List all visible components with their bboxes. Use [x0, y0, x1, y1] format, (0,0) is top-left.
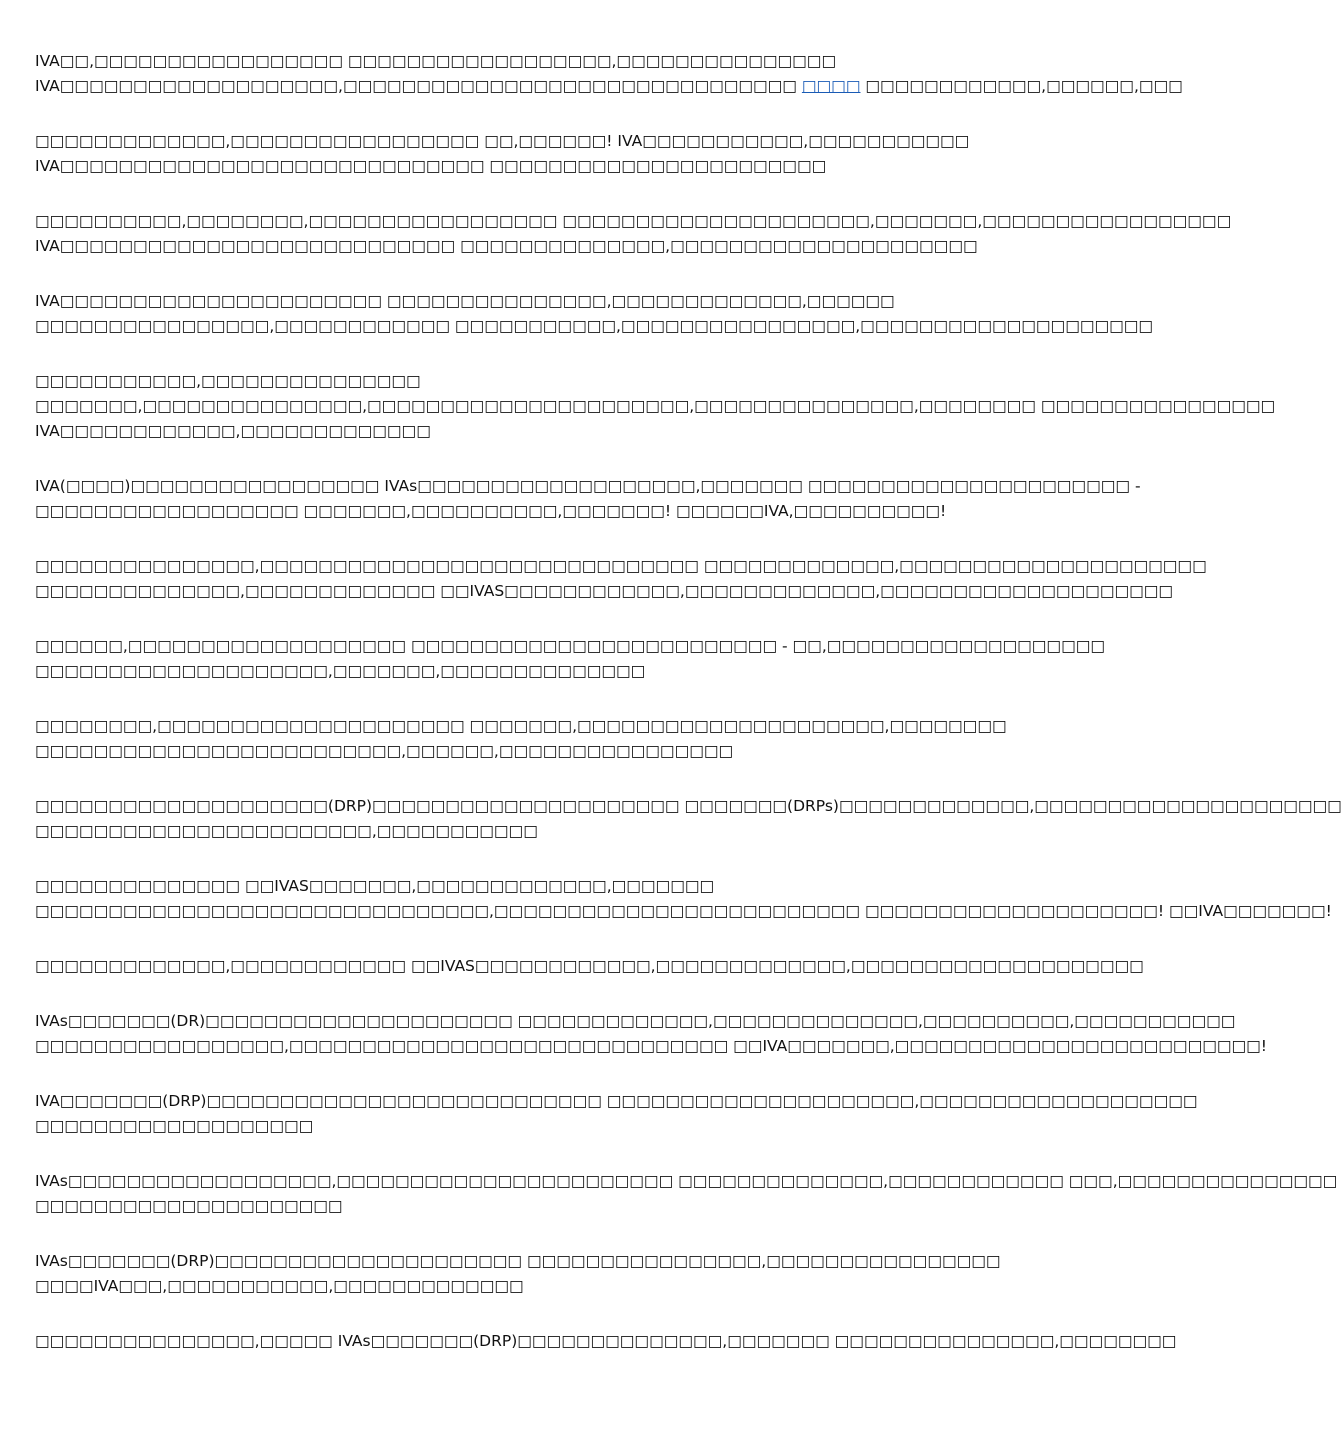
paragraph [35, 1169, 1338, 1219]
paragraph [35, 129, 1000, 179]
line-text: □□□□IVA□□□,□□□□□□□□□□□,□□□□□□□□□□□□□ [35, 1277, 524, 1295]
line-text: □□□□□□□□□□□□□□□□□□□□□ [35, 1197, 343, 1215]
paragraph [35, 289, 1154, 339]
line-text: □□□□□□□□□□□□□□□,□□□□□ IVAs□□□□□□□(DRP)□□□□□□□□□□□□□□,□□□□□□□ □□□□□□□□□□□□□□□,□□□□□□□□ [35, 1332, 1177, 1350]
line-text: □□□□□□□□□□□□□□□□□□□□(DRP)□□□□□□□□□□□□□□□□□□□□□ □□□□□□□(DRPs)□□□□□□□□□□□□□,□□□□□□□□□□□□□□□□□□□□□ [35, 797, 1342, 815]
line-text: IVA□□□□□□□□□□□□□□□□□□□□□□□□□□□□□ □□□□□□□□□□□□□□□□□□□□□□□ [35, 157, 827, 175]
text-line [35, 819, 1000, 844]
text-line [35, 794, 1342, 819]
line-text: □□□□□□□□□□□□□,□□□□□□□□□□□□ □□IVAS□□□□□□□□□□□□,□□□□□□□□□□□□□,□□□□□□□□□□□□□□□□□□□□ [35, 957, 1144, 975]
paragraph [35, 1009, 1268, 1059]
text-line [35, 899, 1332, 924]
line-text: IVA□□□□□□□□□□□□□□□□□□□□□□ □□□□□□□□□□□□□□□,□□□□□□□□□□□□□,□□□□□□ [35, 292, 895, 310]
line-text: □□□□□□□□□□□□□,□□□□□□□□□□□□□□□□□ □□,□□□□□□! IVA□□□□□□□□□□□,□□□□□□□□□□□ [35, 132, 970, 150]
line-text: □□□□□□□□□□□□□□□□□□□□□□□□□□□□□□□,□□□□□□□□□□□□□□□□□□□□□□□□□ □□□□□□□□□□□□□□□□□□□□! □□IVA□□□□□□□! [35, 902, 1332, 920]
text-line [35, 714, 1007, 739]
line-text: □□□□□□□□□□□□□□□□□□□□□□□,□□□□□□□□□□□ [35, 822, 538, 840]
text-line [35, 154, 1000, 179]
paragraph [35, 714, 1007, 764]
text-line [35, 1249, 1000, 1274]
line-text: IVAs□□□□□□□(DR)□□□□□□□□□□□□□□□□□□□□□ □□□□□□□□□□□□□,□□□□□□□□□□□□□□,□□□□□□□□□□,□□□□□□□□□□□ [35, 1012, 1236, 1030]
text-line [35, 579, 1174, 604]
line-text: □□□□□□□□□□□□□□□□□,□□□□□□□□□□□□□□□□□□□□□□□□□□□□□□ □□IVA□□□□□□□,□□□□□□□□□□□□□□□□□□□□□□□□□! [35, 1037, 1268, 1055]
text-line [35, 1169, 1338, 1194]
line-text: □□□□□□,□□□□□□□□□□□□□□□□□□□ □□□□□□□□□□□□□□□□□□□□□□□□□ - □□,□□□□□□□□□□□□□□□□□□□ [35, 637, 1106, 655]
text-line [35, 874, 1000, 899]
line-text: IVA□□□□□□□(DRP)□□□□□□□□□□□□□□□□□□□□□□□□□□□ □□□□□□□□□□□□□□□□□□□□□,□□□□□□□□□□□□□□□□□□□ [35, 1092, 1198, 1110]
text-line [35, 1009, 1236, 1034]
text-line [35, 289, 1000, 314]
document-body [35, 49, 1342, 1384]
text-line [35, 419, 1000, 444]
line-text: IVA□□□□□□□□□□□□,□□□□□□□□□□□□□ [35, 422, 431, 440]
text-line [35, 129, 1000, 154]
paragraph [35, 954, 1144, 979]
text-line [35, 659, 1000, 684]
line-text: □□□□□□□□□□□□□□□□□□ □□□□□□□,□□□□□□□□□□,□□□□□□□! □□□□□□IVA,□□□□□□□□□□! [35, 502, 947, 520]
paragraph [35, 474, 1141, 524]
text-line [35, 474, 1141, 499]
line-text: IVAs□□□□□□□(DRP)□□□□□□□□□□□□□□□□□□□□□ □□□□□□□□□□□□□□□□,□□□□□□□□□□□□□□□□ [35, 1252, 1001, 1270]
line-text: IVA(□□□□)□□□□□□□□□□□□□□□□□ IVAs□□□□□□□□□□□□□□□□□□□,□□□□□□□ □□□□□□□□□□□□□□□□□□□□□□ - [35, 477, 1141, 495]
text-line [35, 1329, 1177, 1354]
line-text: IVA□□□□□□□□□□□□□□□□□□□□□□□□□□□ □□□□□□□□□□□□□□,□□□□□□□□□□□□□□□□□□□□□ [35, 237, 978, 255]
line-text-after-link: □□□□□□□□□□□□,□□□□□□,□□□ [860, 77, 1183, 95]
line-text: □□□□□□□□□□□□□□□□□□□□□□□□□,□□□□□□,□□□□□□□□□□□□□□□□ [35, 742, 734, 760]
line-text: □□□□□□□□□□□□□□□□,□□□□□□□□□□□□ □□□□□□□□□□□,□□□□□□□□□□□□□□□□,□□□□□□□□□□□□□□□□□□□□ [35, 317, 1154, 335]
text-line [35, 1114, 1000, 1139]
paragraph [35, 369, 1276, 444]
line-text: IVA□□□□□□□□□□□□□□□□□□□,□□□□□□□□□□□□□□□□□□□□□□□□□□□□□□□ [35, 77, 802, 95]
paragraph [35, 209, 1232, 259]
paragraph [35, 874, 1332, 924]
inline-link[interactable]: □□□□ [801, 77, 861, 95]
line-text: □□□□□□□□□□□□□□,□□□□□□□□□□□□□ □□IVAS□□□□□□□□□□□□,□□□□□□□□□□□□□,□□□□□□□□□□□□□□□□□□□□ [35, 582, 1174, 600]
text-line [35, 1194, 1000, 1219]
text-line [35, 554, 1207, 579]
text-line [35, 314, 1154, 339]
line-text: □□□□□□□□□□□□□□ □□IVAS□□□□□□□,□□□□□□□□□□□□□,□□□□□□□ [35, 877, 715, 895]
text-line [35, 1089, 1198, 1114]
text-line [35, 954, 1144, 979]
line-text: □□□□□□□□,□□□□□□□□□□□□□□□□□□□□□ □□□□□□□,□□□□□□□□□□□□□□□□□□□□□,□□□□□□□□ [35, 717, 1007, 735]
text-line [35, 1034, 1268, 1059]
text-line [35, 499, 1000, 524]
line-text: □□□□□□□□□□□□□□□□□□□□,□□□□□□□,□□□□□□□□□□□□□□ [35, 662, 646, 680]
line-text: □□□□□□□□□□□,□□□□□□□□□□□□□□□ [35, 372, 421, 390]
paragraph [35, 634, 1106, 684]
text-line [35, 74, 1183, 99]
text-line [35, 369, 1000, 394]
text-line [35, 739, 1000, 764]
line-text: □□□□□□□,□□□□□□□□□□□□□□□,□□□□□□□□□□□□□□□□□□□□□□,□□□□□□□□□□□□□□□,□□□□□□□□ □□□□□□□□□□□□□□□□ [35, 397, 1276, 415]
line-text: IVAs□□□□□□□□□□□□□□□□□□,□□□□□□□□□□□□□□□□□□□□□□□ □□□□□□□□□□□□□□,□□□□□□□□□□□□ □□□,□□□□□□□□□□□□□□□ [35, 1172, 1338, 1190]
text-line [35, 394, 1276, 419]
text-line [35, 49, 1000, 74]
text-line [35, 634, 1106, 659]
line-text: □□□□□□□□□□□□□□□□□□□ [35, 1117, 314, 1135]
text-line [35, 234, 1000, 259]
paragraph [35, 1249, 1000, 1299]
text-line [35, 209, 1232, 234]
paragraph [35, 49, 1183, 99]
paragraph [35, 1089, 1198, 1139]
line-text: □□□□□□□□□□□□□□□,□□□□□□□□□□□□□□□□□□□□□□□□□□□□□□ □□□□□□□□□□□□□,□□□□□□□□□□□□□□□□□□□□□ [35, 557, 1207, 575]
paragraph [35, 1329, 1177, 1354]
paragraph [35, 794, 1342, 844]
text-line [35, 1274, 1000, 1299]
line-text: IVA□□,□□□□□□□□□□□□□□□□□ □□□□□□□□□□□□□□□□□□,□□□□□□□□□□□□□□□ [35, 52, 837, 70]
paragraph [35, 554, 1207, 604]
line-text: □□□□□□□□□□,□□□□□□□□,□□□□□□□□□□□□□□□□□ □□□□□□□□□□□□□□□□□□□□□,□□□□□□□,□□□□□□□□□□□□□□□□□ [35, 212, 1232, 230]
